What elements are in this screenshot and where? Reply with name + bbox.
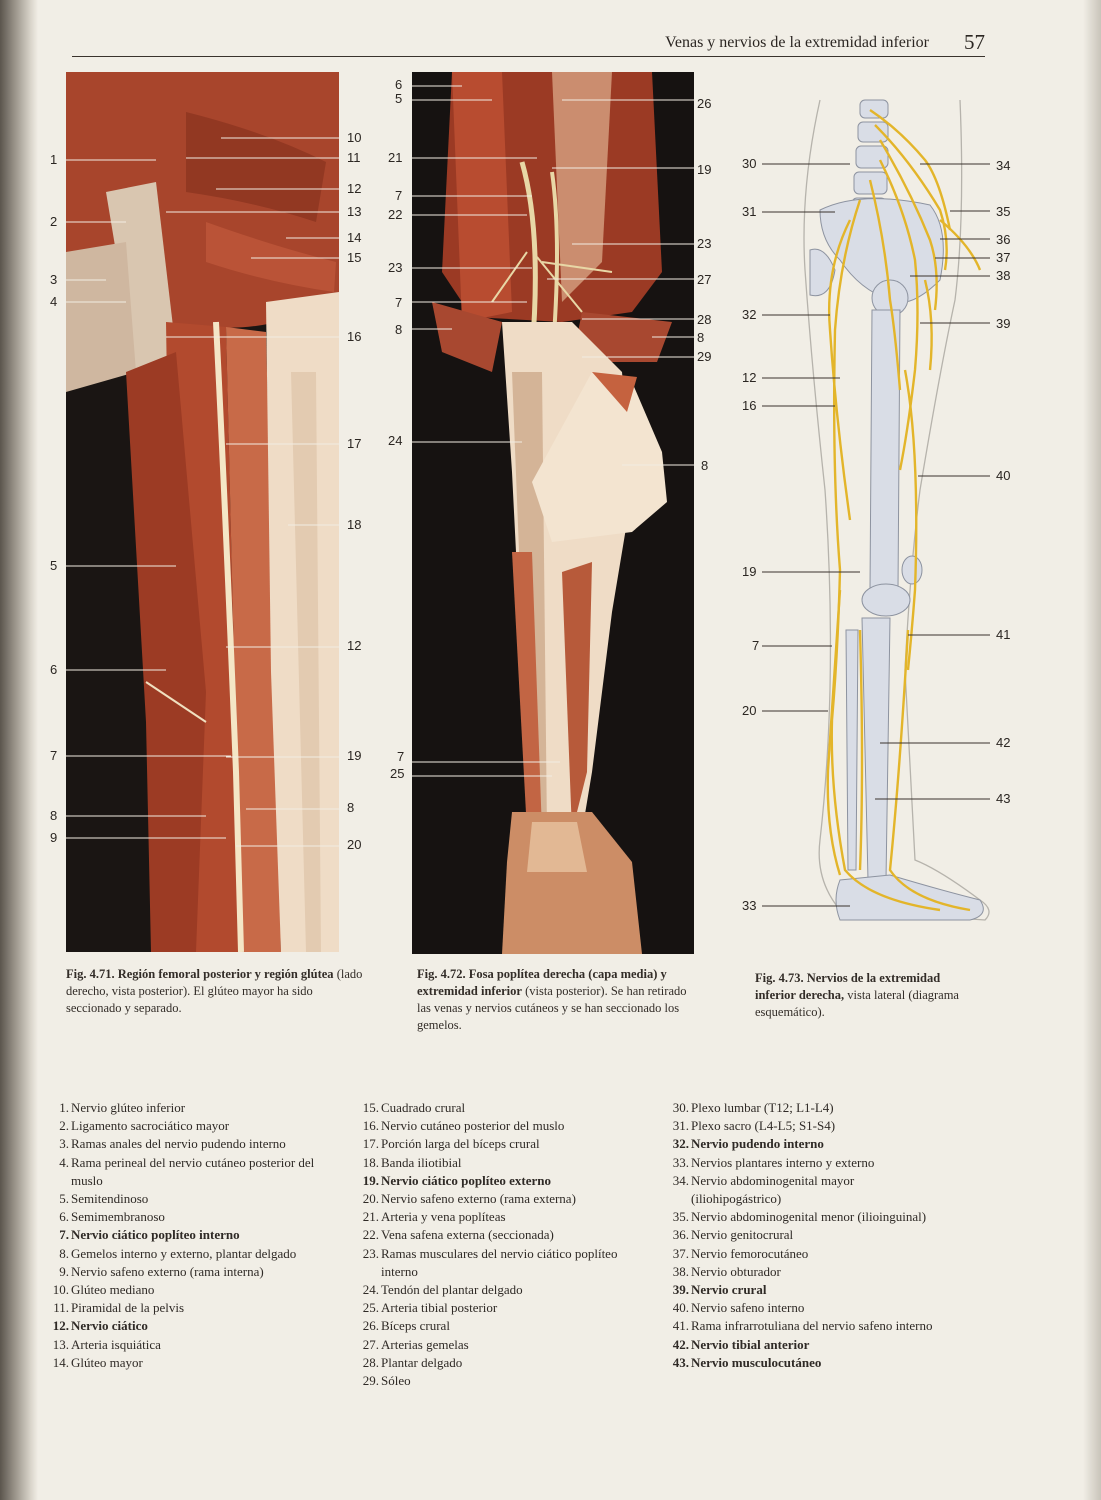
fig1-label-11: 11 <box>347 150 361 165</box>
legend-item: 7. Nervio ciático poplíteo interno <box>59 1227 240 1243</box>
legend-item: 8. Gemelos interno y externo, plantar delgado <box>59 1245 297 1261</box>
fig3-label-42: 42 <box>996 735 1011 750</box>
fig2-label-22: 22 <box>388 207 403 222</box>
fig1-label-5: 5 <box>50 558 58 573</box>
fig1-label-7: 7 <box>50 748 58 763</box>
fig3-label-37: 37 <box>996 250 1011 265</box>
fig2-label-19: 19 <box>697 162 712 177</box>
legend-item: 28. Plantar delgado <box>362 1354 463 1370</box>
legend-item: 40. Nervio safeno interno <box>672 1300 805 1316</box>
fig2-label-8c: 8 <box>701 458 709 473</box>
legend-item: 18. Banda iliotibial <box>362 1154 462 1170</box>
figure-4-73-diagram <box>740 70 1030 950</box>
caption-2-title: Fig. 4.72. Fosa poplítea derecha (capa media) y extremidad inferior <box>417 967 667 998</box>
legend-item: 43. Nervio musculocutáneo <box>672 1354 822 1370</box>
legend-item: 4. Rama perineal del nervio cutáneo posterior del muslo <box>59 1154 315 1188</box>
legend-item: 21. Arteria y vena poplíteas <box>362 1209 506 1225</box>
legend-item: 19. Nervio ciático poplíteo externo <box>362 1172 552 1188</box>
fig2-label-28: 28 <box>697 312 712 327</box>
legend-item: 6. Semimembranoso <box>59 1209 165 1225</box>
legend-item: 33. Nervios plantares interno y externo <box>672 1154 875 1170</box>
fig1-label-2: 2 <box>50 214 58 229</box>
page-edge <box>1083 0 1101 1500</box>
legend-item: 30. Plexo lumbar (T12; L1-L4) <box>672 1100 834 1115</box>
fig2-label-7b: 7 <box>395 295 403 310</box>
fig3-label-32: 32 <box>742 307 757 322</box>
legend-item: 20. Nervio safeno externo (rama externa) <box>362 1191 576 1207</box>
fig1-label-3: 3 <box>50 272 58 287</box>
fig1-label-8b: 8 <box>347 800 355 815</box>
legend-item: 14. Glúteo mayor <box>52 1354 143 1370</box>
fig3-label-38: 38 <box>996 268 1011 283</box>
legend-item: 31. Plexo sacro (L4-L5; S1-S4) <box>672 1118 836 1134</box>
figure-4-73-caption <box>755 970 980 1021</box>
fig1-label-18: 18 <box>347 517 362 532</box>
fig2-label-8a: 8 <box>395 322 403 337</box>
figure-4-72-image <box>412 72 694 954</box>
legend-item: 35. Nervio abdominogenital menor (ilioinguinal) <box>672 1209 927 1225</box>
fig1-label-13: 13 <box>347 204 362 219</box>
fig1-label-16: 16 <box>347 329 362 344</box>
fig2-label-27: 27 <box>697 272 712 287</box>
legend-item: 12. Nervio ciático <box>52 1318 148 1334</box>
legend-item: 5. Semitendinoso <box>59 1191 149 1207</box>
legend-item: 22. Vena safena externa (seccionada) <box>362 1227 554 1243</box>
legend-item: 37. Nervio femorocutáneo <box>672 1245 809 1261</box>
legend-item: 24. Tendón del plantar delgado <box>362 1282 523 1298</box>
fig3-label-19: 19 <box>742 564 757 579</box>
fig1-label-10: 10 <box>347 130 362 145</box>
fig3-label-40: 40 <box>996 468 1011 483</box>
fig1-label-12: 12 <box>347 181 362 196</box>
book-gutter-shadow <box>0 0 38 1500</box>
fig1-label-14: 14 <box>347 230 362 245</box>
running-head <box>72 30 985 57</box>
caption-3-title: Fig. 4.73. Nervios de la extremidad inferior derecha, <box>755 971 941 1002</box>
legend-item: 34. Nervio abdominogenital mayor (iliohipogástrico) <box>672 1172 855 1207</box>
fig2-label-21: 21 <box>388 150 403 165</box>
fig3-label-31: 31 <box>742 204 757 219</box>
fig3-label-12: 12 <box>742 370 757 385</box>
caption-1-text: (lado derecho, vista posterior). El glúteo mayor ha sido seccionado y separado. <box>66 967 363 1015</box>
fig2-label-25: 25 <box>390 766 405 781</box>
fig2-label-26: 26 <box>697 96 712 111</box>
legend-item: 26. Bíceps crural <box>362 1318 450 1334</box>
fig1-label-8: 8 <box>50 808 58 823</box>
fig1-label-6: 6 <box>50 662 58 677</box>
legend-column-1 <box>50 1099 322 1372</box>
caption-1-title: Fig. 4.71. Región femoral posterior y región glútea <box>66 967 334 981</box>
fig1-label-4: 4 <box>50 294 58 309</box>
fig1-label-12b: 12 <box>347 638 362 653</box>
running-title: Venas y nervios de la extremidad inferior <box>665 34 929 51</box>
legend-item: 9. Nervio safeno externo (rama interna) <box>59 1263 264 1279</box>
fig3-label-35: 35 <box>996 204 1011 219</box>
page-number: 57 <box>964 30 985 54</box>
figure-4-72-caption <box>417 966 697 1034</box>
fig3-label-33: 33 <box>742 898 757 913</box>
fig3-label-7: 7 <box>752 638 760 653</box>
legend-item: 39. Nervio crural <box>672 1282 767 1298</box>
fig1-label-9: 9 <box>50 830 58 845</box>
legend-item: 16. Nervio cutáneo posterior del muslo <box>362 1118 565 1134</box>
legend-item: 42. Nervio tibial anterior <box>672 1336 810 1352</box>
fig2-label-8b: 8 <box>697 330 705 345</box>
legend-item: 1. Nervio glúteo inferior <box>59 1100 186 1115</box>
fig3-label-30: 30 <box>742 156 757 171</box>
legend-item: 2. Ligamento sacrociático mayor <box>59 1118 230 1134</box>
fig2-label-7a: 7 <box>395 188 403 203</box>
legend-item: 27. Arterias gemelas <box>362 1336 469 1352</box>
legend-item: 11. Piramidal de la pelvis <box>53 1300 185 1316</box>
legend-item: 25. Arteria tibial posterior <box>362 1300 498 1316</box>
legend-item: 10. Glúteo mediano <box>52 1282 155 1298</box>
fig2-label-23a: 23 <box>388 260 403 275</box>
legend-item: 17. Porción larga del bíceps crural <box>362 1136 540 1152</box>
fig3-label-41: 41 <box>996 627 1011 642</box>
legend-item: 15. Cuadrado crural <box>362 1100 466 1115</box>
fig2-label-6: 6 <box>395 77 403 92</box>
fig1-label-20: 20 <box>347 837 362 852</box>
fig3-label-34: 34 <box>996 158 1011 173</box>
legend-item: 13. Arteria isquiática <box>52 1336 161 1352</box>
legend-item: 3. Ramas anales del nervio pudendo interno <box>59 1136 286 1152</box>
legend-column-3 <box>670 1099 935 1372</box>
legend-item: 38. Nervio obturador <box>672 1263 781 1279</box>
legend-item: 41. Rama infrarrotuliana del nervio safeno interno <box>672 1318 933 1334</box>
fig1-label-19: 19 <box>347 748 362 763</box>
fig1-label-15: 15 <box>347 250 362 265</box>
legend-item: 23. Ramas musculares del nervio ciático poplíteo interno <box>362 1245 618 1279</box>
fig2-label-24: 24 <box>388 433 403 448</box>
legend-item: 32. Nervio pudendo interno <box>672 1136 824 1152</box>
fig1-label-1: 1 <box>50 152 58 167</box>
fig3-label-39: 39 <box>996 316 1011 331</box>
fig2-label-29: 29 <box>697 349 712 364</box>
fig2-label-5: 5 <box>395 91 403 106</box>
caption-3-text: vista lateral (diagrama esquemático). <box>755 988 959 1019</box>
fig3-label-43: 43 <box>996 791 1011 806</box>
fig3-label-36: 36 <box>996 232 1011 247</box>
legend-item: 29. Sóleo <box>362 1373 411 1389</box>
fig2-label-23b: 23 <box>697 236 712 251</box>
legend-column-2 <box>360 1099 635 1390</box>
fig3-label-16: 16 <box>742 398 757 413</box>
fig2-label-7c: 7 <box>397 749 405 764</box>
fig1-label-17: 17 <box>347 436 362 451</box>
fig3-label-20: 20 <box>742 703 757 718</box>
figure-4-71-image <box>66 72 339 952</box>
caption-2-text: (vista posterior). Se han retirado las venas y nervios cutáneos y se han seccionado los gemelos. <box>417 984 687 1032</box>
legend-item: 36. Nervio genitocrural <box>672 1227 794 1243</box>
figure-4-71-caption <box>66 966 366 1017</box>
